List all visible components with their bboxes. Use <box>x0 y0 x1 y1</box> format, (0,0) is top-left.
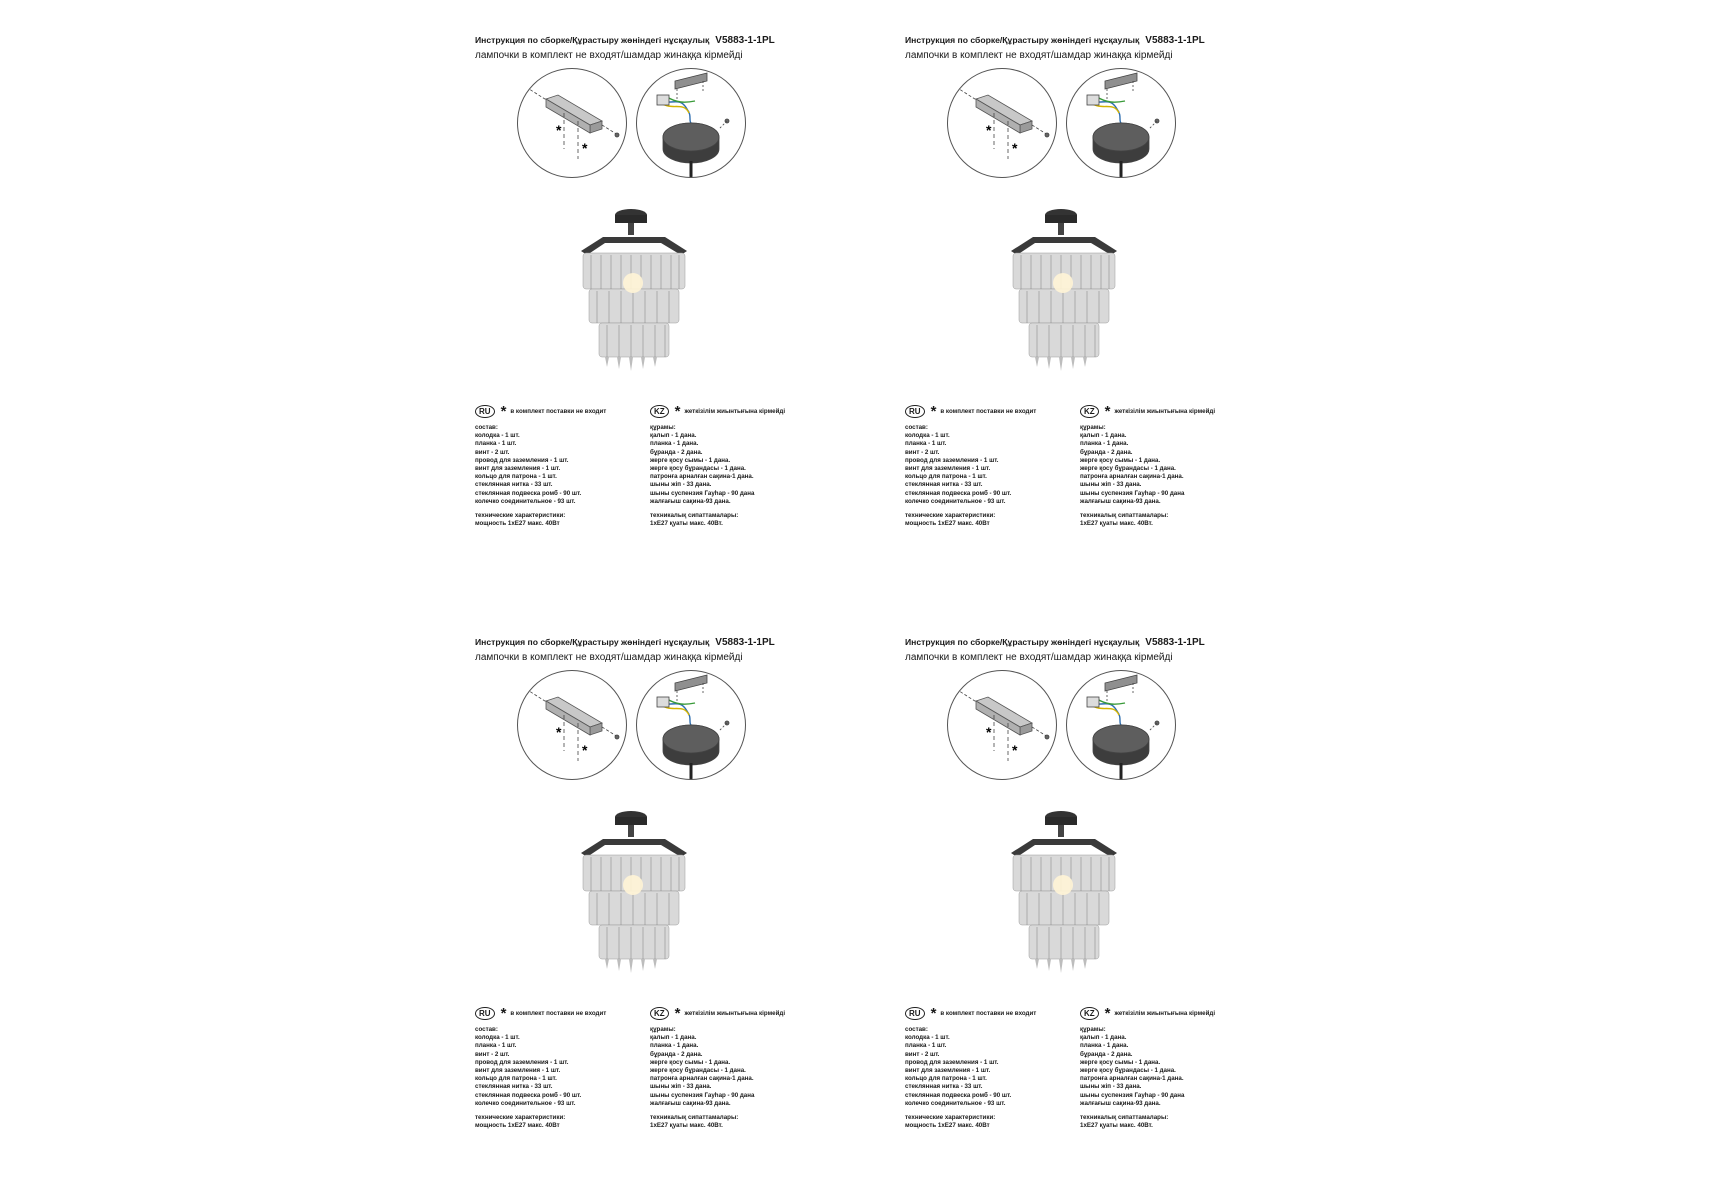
ru-legend <box>475 402 607 420</box>
chandelier-photo <box>1003 205 1123 375</box>
kz-spec-value: 1хЕ27 қуаты макс. 40Вт. <box>650 520 723 528</box>
chandelier-photo <box>1003 807 1123 977</box>
kz-items <box>650 432 754 506</box>
list-item: стеклянная нитка - 33 шт. <box>905 1083 983 1091</box>
bulbs-note: лампочки в комплект не входят/шамдар жинаққа кірмейді <box>475 50 743 61</box>
list-item: колечко соединительное - 93 шт. <box>475 1099 576 1107</box>
list-item: провод для заземления - 1 шт. <box>905 456 999 464</box>
ru-composition-heading: состав: <box>905 1026 928 1033</box>
list-item: планка - 1 шт. <box>905 1042 947 1050</box>
kz-items <box>650 1034 754 1108</box>
instruction-title <box>905 30 1205 61</box>
list-item: провод для заземления - 1 шт. <box>475 1058 569 1066</box>
canopy-wiring-diagram <box>1066 68 1176 178</box>
model-number: V5883-1-1PL <box>1145 35 1205 46</box>
list-item: стеклянная нитка - 33 шт. <box>905 481 983 489</box>
instruction-title <box>475 30 775 61</box>
list-item: винт - 2 шт. <box>475 448 510 456</box>
list-item: колечко соединительное - 93 шт. <box>475 497 576 505</box>
kz-spec-value: 1хЕ27 қуаты макс. 40Вт. <box>1080 520 1153 528</box>
ru-spec-value: мощность 1хЕ27 макс. 40Вт <box>475 520 560 528</box>
title-text: Инструкция по сборке/Құрастыру жөніндегі нұсқаулық <box>475 637 710 647</box>
list-item: шыны суспензия Гауһар - 90 дана <box>1080 1091 1185 1099</box>
list-item: шыны суспензия Гауһар - 90 дана <box>1080 489 1185 497</box>
list-item: провод для заземления - 1 шт. <box>475 456 569 464</box>
ru-composition-heading: состав: <box>475 424 498 431</box>
list-item: патронға арналған сақина-1 дана. <box>1080 1075 1184 1083</box>
ru-composition-heading: состав: <box>905 424 928 431</box>
list-item: винт - 2 шт. <box>905 448 940 456</box>
kz-spec-heading: техникалық сипаттамалары: <box>650 512 739 520</box>
list-item: патронға арналған сақина-1 дана. <box>1080 473 1184 481</box>
kz-spec-value: 1хЕ27 қуаты макс. 40Вт. <box>650 1122 723 1130</box>
mounting-bar-diagram <box>947 670 1057 780</box>
list-item: винт - 2 шт. <box>475 1050 510 1058</box>
list-item: кольцо для патрона - 1 шт. <box>475 1075 557 1083</box>
list-item: шыны суспензия Гауһар - 90 дана <box>650 489 755 497</box>
list-item: планка - 1 шт. <box>475 440 517 448</box>
list-item: стеклянная нитка - 33 шт. <box>475 481 553 489</box>
model-number: V5883-1-1PL <box>715 35 775 46</box>
list-item: қалып - 1 дана. <box>1080 432 1127 440</box>
ru-spec-heading: технические характеристики: <box>905 1114 996 1122</box>
chandelier-photo <box>573 807 693 977</box>
list-item: жерге қосу сымы - 1 дана. <box>650 1058 731 1066</box>
list-item: стеклянная подвеска ромб - 90 шт. <box>475 1091 582 1099</box>
ru-legend-note: в комплект поставки не входит <box>510 1010 607 1017</box>
kz-legend-note: жеткізілім жиынтығына кірмейді <box>684 1010 786 1017</box>
list-item: жерге қосу сымы - 1 дана. <box>650 456 731 464</box>
list-item: жалғағыш сақина-93 дана. <box>1080 1099 1161 1107</box>
svg-text:*: * <box>1012 140 1018 156</box>
title-text: Инструкция по сборке/Құрастыру жөніндегі нұсқаулық <box>475 35 710 45</box>
chandelier-photo <box>573 205 693 375</box>
asterisk-icon: * <box>674 402 681 420</box>
list-item: бұранда - 2 дана. <box>650 448 703 456</box>
title-text: Инструкция по сборке/Құрастыру жөніндегі нұсқаулық <box>905 637 1140 647</box>
ru-items <box>475 1034 581 1108</box>
svg-text:*: * <box>556 122 562 138</box>
list-item: винт для заземления - 1 шт. <box>475 1067 561 1075</box>
title-text: Инструкция по сборке/Құрастыру жөніндегі нұсқаулық <box>905 35 1140 45</box>
kz-legend <box>650 1004 786 1022</box>
ru-legend-note: в комплект поставки не входит <box>510 408 607 415</box>
asterisk-icon: * <box>500 402 507 420</box>
instruction-panel <box>475 30 875 590</box>
ru-composition-heading: состав: <box>475 1026 498 1033</box>
model-number: V5883-1-1PL <box>715 637 775 648</box>
mounting-bar-diagram <box>947 68 1057 178</box>
list-item: бұранда - 2 дана. <box>650 1050 703 1058</box>
list-item: шыны жіп - 33 дана. <box>1080 481 1142 489</box>
ru-items <box>905 1034 1011 1108</box>
list-item: планка - 1 дана. <box>1080 440 1129 448</box>
asterisk-icon: * <box>1104 402 1111 420</box>
ru-spec-heading: технические характеристики: <box>905 512 996 520</box>
kz-composition-heading: құрамы: <box>1080 424 1106 431</box>
kz-items <box>1080 1034 1184 1108</box>
instruction-panel <box>475 632 875 1192</box>
kz-composition <box>650 1026 754 1130</box>
mounting-bar-diagram <box>517 670 627 780</box>
bulbs-note: лампочки в комплект не входят/шамдар жинаққа кірмейді <box>905 50 1173 61</box>
ru-spec-heading: технические характеристики: <box>475 512 566 520</box>
list-item: планка - 1 шт. <box>905 440 947 448</box>
svg-text:*: * <box>582 140 588 156</box>
asterisk-icon: * <box>930 402 937 420</box>
svg-text:*: * <box>1012 742 1018 758</box>
kz-legend-note: жеткізілім жиынтығына кірмейді <box>1114 1010 1216 1017</box>
ru-legend <box>905 1004 1037 1022</box>
list-item: жерге қосу бұрандасы - 1 дана. <box>1080 465 1176 473</box>
kz-language-badge: KZ <box>650 1007 669 1020</box>
model-number: V5883-1-1PL <box>1145 637 1205 648</box>
list-item: колодка - 1 шт. <box>475 1034 520 1042</box>
kz-language-badge: KZ <box>1080 405 1099 418</box>
list-item: колодка - 1 шт. <box>905 1034 950 1042</box>
mounting-bar-diagram <box>517 68 627 178</box>
list-item: жерге қосу сымы - 1 дана. <box>1080 456 1161 464</box>
kz-legend-note: жеткізілім жиынтығына кірмейді <box>1114 408 1216 415</box>
kz-composition <box>1080 1026 1184 1130</box>
list-item: кольцо для патрона - 1 шт. <box>475 473 557 481</box>
svg-text:*: * <box>986 724 992 740</box>
instruction-title <box>905 632 1205 663</box>
list-item: стеклянная подвеска ромб - 90 шт. <box>905 489 1012 497</box>
list-item: колечко соединительное - 93 шт. <box>905 1099 1006 1107</box>
list-item: винт - 2 шт. <box>905 1050 940 1058</box>
list-item: жерге қосу бұрандасы - 1 дана. <box>1080 1067 1176 1075</box>
list-item: жалғағыш сақина-93 дана. <box>650 497 731 505</box>
list-item: планка - 1 дана. <box>650 440 699 448</box>
ru-language-badge: RU <box>905 405 925 418</box>
list-item: бұранда - 2 дана. <box>1080 1050 1133 1058</box>
kz-composition <box>650 424 754 528</box>
list-item: жерге қосу бұрандасы - 1 дана. <box>650 1067 746 1075</box>
kz-composition-heading: құрамы: <box>650 1026 676 1033</box>
ru-language-badge: RU <box>475 1007 495 1020</box>
list-item: шыны жіп - 33 дана. <box>1080 1083 1142 1091</box>
kz-legend-note: жеткізілім жиынтығына кірмейді <box>684 408 786 415</box>
list-item: винт для заземления - 1 шт. <box>905 1067 991 1075</box>
ru-spec-value: мощность 1хЕ27 макс. 40Вт <box>475 1122 560 1130</box>
list-item: кольцо для патрона - 1 шт. <box>905 1075 987 1083</box>
kz-language-badge: KZ <box>650 405 669 418</box>
list-item: қалып - 1 дана. <box>650 432 697 440</box>
ru-items <box>475 432 581 506</box>
list-item: қалып - 1 дана. <box>650 1034 697 1042</box>
kz-spec-value: 1хЕ27 қуаты макс. 40Вт. <box>1080 1122 1153 1130</box>
list-item: бұранда - 2 дана. <box>1080 448 1133 456</box>
list-item: жерге қосу бұрандасы - 1 дана. <box>650 465 746 473</box>
kz-composition-heading: құрамы: <box>650 424 676 431</box>
canopy-wiring-diagram <box>636 68 746 178</box>
list-item: шыны суспензия Гауһар - 90 дана <box>650 1091 755 1099</box>
list-item: провод для заземления - 1 шт. <box>905 1058 999 1066</box>
ru-composition <box>905 1026 1011 1130</box>
asterisk-icon: * <box>674 1004 681 1022</box>
ru-language-badge: RU <box>905 1007 925 1020</box>
asterisk-icon: * <box>930 1004 937 1022</box>
bulbs-note: лампочки в комплект не входят/шамдар жинаққа кірмейді <box>475 652 743 663</box>
list-item: жерге қосу сымы - 1 дана. <box>1080 1058 1161 1066</box>
kz-legend <box>1080 402 1216 420</box>
kz-spec-heading: техникалық сипаттамалары: <box>1080 512 1169 520</box>
svg-text:*: * <box>582 742 588 758</box>
list-item: шыны жіп - 33 дана. <box>650 1083 712 1091</box>
list-item: планка - 1 дана. <box>650 1042 699 1050</box>
list-item: планка - 1 шт. <box>475 1042 517 1050</box>
list-item: жалғағыш сақина-93 дана. <box>650 1099 731 1107</box>
ru-legend-note: в комплект поставки не входит <box>940 1010 1037 1017</box>
kz-legend <box>1080 1004 1216 1022</box>
instruction-panel <box>905 30 1305 590</box>
bulbs-note: лампочки в комплект не входят/шамдар жинаққа кірмейді <box>905 652 1173 663</box>
asterisk-icon: * <box>500 1004 507 1022</box>
kz-items <box>1080 432 1184 506</box>
list-item: винт для заземления - 1 шт. <box>905 465 991 473</box>
list-item: қалып - 1 дана. <box>1080 1034 1127 1042</box>
ru-legend <box>475 1004 607 1022</box>
list-item: стеклянная подвеска ромб - 90 шт. <box>475 489 582 497</box>
list-item: стеклянная нитка - 33 шт. <box>475 1083 553 1091</box>
ru-composition <box>475 1026 581 1130</box>
kz-spec-heading: техникалық сипаттамалары: <box>1080 1114 1169 1122</box>
list-item: шыны жіп - 33 дана. <box>650 481 712 489</box>
instruction-panel <box>905 632 1305 1192</box>
list-item: планка - 1 дана. <box>1080 1042 1129 1050</box>
list-item: колодка - 1 шт. <box>475 432 520 440</box>
kz-language-badge: KZ <box>1080 1007 1099 1020</box>
ru-legend-note: в комплект поставки не входит <box>940 408 1037 415</box>
canopy-wiring-diagram <box>636 670 746 780</box>
svg-text:*: * <box>556 724 562 740</box>
list-item: винт для заземления - 1 шт. <box>475 465 561 473</box>
kz-spec-heading: техникалық сипаттамалары: <box>650 1114 739 1122</box>
kz-composition <box>1080 424 1184 528</box>
kz-legend <box>650 402 786 420</box>
svg-text:*: * <box>986 122 992 138</box>
list-item: колечко соединительное - 93 шт. <box>905 497 1006 505</box>
list-item: жалғағыш сақина-93 дана. <box>1080 497 1161 505</box>
ru-composition <box>475 424 581 528</box>
ru-spec-value: мощность 1хЕ27 макс. 40Вт <box>905 1122 990 1130</box>
ru-spec-value: мощность 1хЕ27 макс. 40Вт <box>905 520 990 528</box>
ru-language-badge: RU <box>475 405 495 418</box>
canopy-wiring-diagram <box>1066 670 1176 780</box>
instruction-title <box>475 632 775 663</box>
ru-items <box>905 432 1011 506</box>
list-item: патронға арналған сақина-1 дана. <box>650 1075 754 1083</box>
ru-spec-heading: технические характеристики: <box>475 1114 566 1122</box>
list-item: патронға арналған сақина-1 дана. <box>650 473 754 481</box>
list-item: колодка - 1 шт. <box>905 432 950 440</box>
list-item: стеклянная подвеска ромб - 90 шт. <box>905 1091 1012 1099</box>
kz-composition-heading: құрамы: <box>1080 1026 1106 1033</box>
ru-legend <box>905 402 1037 420</box>
asterisk-icon: * <box>1104 1004 1111 1022</box>
list-item: кольцо для патрона - 1 шт. <box>905 473 987 481</box>
ru-composition <box>905 424 1011 528</box>
